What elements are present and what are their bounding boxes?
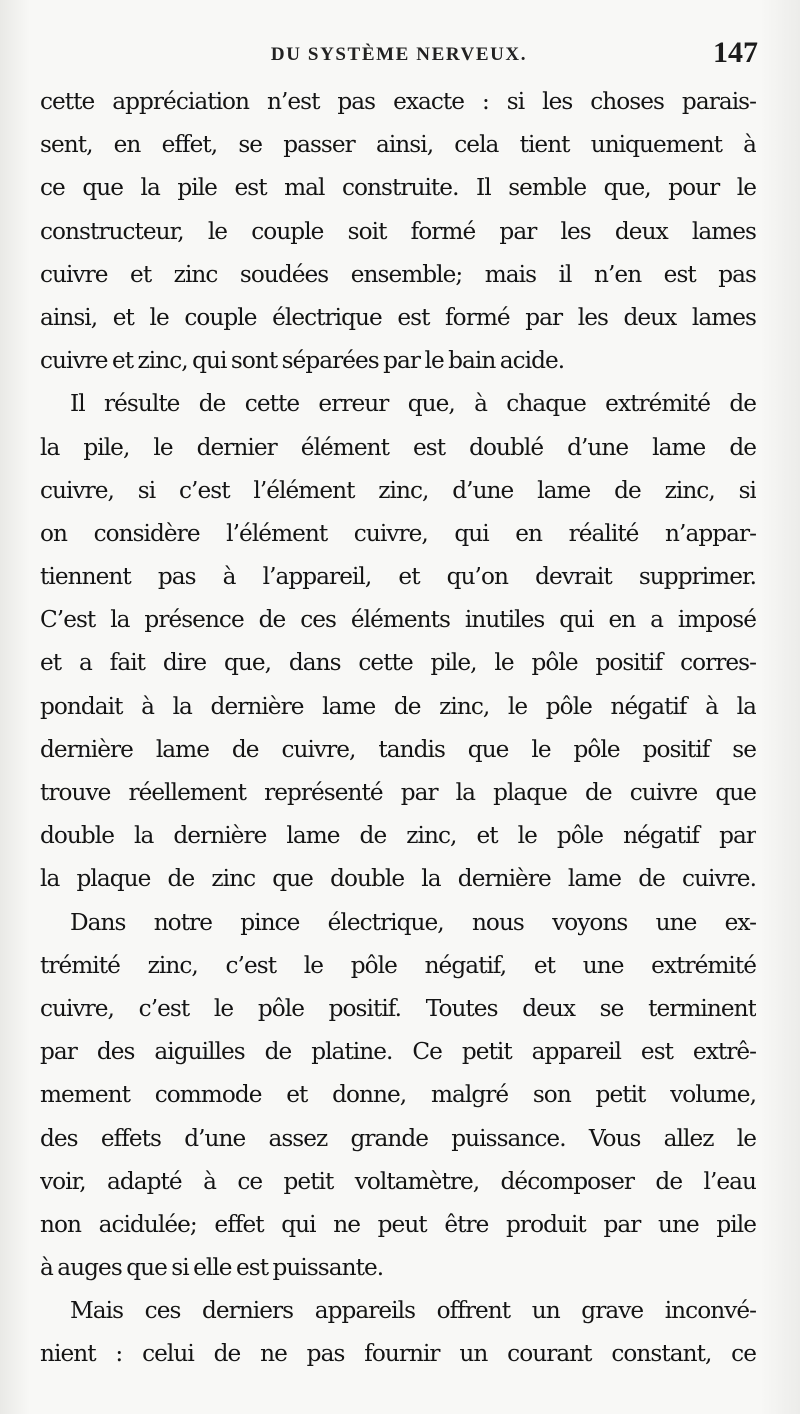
- text-line: double la dernière lame de zinc, et le pôle négatif par: [40, 822, 756, 850]
- text-line: ainsi, et le couple électrique est formé par les deux lames: [40, 303, 756, 331]
- page-header: [40, 36, 758, 76]
- paragraph-start-line: Il résulte de cette erreur que, à chaque extrémité de: [70, 390, 756, 418]
- body-text: [40, 80, 756, 1376]
- text-line: mement commode et donne, malgré son petit volume,: [40, 1081, 756, 1109]
- text-line: par des aiguilles de platine. Ce petit appareil est extrê-: [40, 1038, 756, 1066]
- text-line: et a fait dire que, dans cette pile, le pôle positif corres-: [40, 649, 756, 677]
- paragraph-end-line: cuivre et zinc, qui sont séparées par le bain acide.: [40, 347, 565, 375]
- text-line: tiennent pas à l’appareil, et qu’on devrait supprimer.: [40, 563, 756, 591]
- text-line: cette appréciation n’est pas exacte : si les choses parais-: [40, 88, 756, 115]
- text-line: des effets d’une assez grande puissance. Vous allez le: [40, 1124, 756, 1152]
- text-line: nient : celui de ne pas fournir un courant constant, ce: [40, 1340, 756, 1368]
- text-line: dernière lame de cuivre, tandis que le pôle positif se: [40, 735, 756, 763]
- text-line: non acidulée; effet qui ne peut être produit par une pile: [40, 1210, 756, 1238]
- text-line: cuivre, si c’est l’élément zinc, d’une lame de zinc, si: [40, 476, 756, 504]
- text-line: sent, en effet, se passer ainsi, cela tient uniquement à: [40, 131, 756, 159]
- text-line: C’est la présence de ces éléments inutiles qui en a imposé: [40, 606, 756, 634]
- text-line: trouve réellement représenté par la plaque de cuivre que: [40, 779, 756, 806]
- text-line: la pile, le dernier élément est doublé d’une lame de: [40, 433, 756, 461]
- text-line: on considère l’élément cuivre, qui en réalité n’appar-: [40, 519, 756, 547]
- text-line: voir, adapté à ce petit voltamètre, décomposer de l’eau: [40, 1167, 756, 1195]
- text-line: la plaque de zinc que double la dernière lame de cuivre.: [40, 865, 756, 893]
- running-head: DU SYSTÈME NERVEUX.: [270, 44, 528, 65]
- text-line: cuivre, c’est le pôle positif. Toutes deux se terminent: [40, 994, 756, 1022]
- text-line: constructeur, le couple soit formé par les deux lames: [40, 217, 756, 245]
- paragraph-start-line: Dans notre pince électrique, nous voyons une ex-: [70, 908, 756, 936]
- text-line: pondait à la dernière lame de zinc, le pôle négatif à la: [40, 692, 756, 720]
- text-line: cuivre et zinc soudées ensemble; mais il n’en est pas: [40, 260, 756, 288]
- page-number: 147: [713, 36, 758, 69]
- text-line: ce que la pile est mal construite. Il semble que, pour le: [40, 174, 756, 202]
- paragraph-start-line: Mais ces derniers appareils offrent un grave inconvé-: [70, 1297, 756, 1325]
- paragraph-end-line: à auges que si elle est puissante.: [40, 1254, 384, 1282]
- text-line: trémité zinc, c’est le pôle négatif, et une extrémité: [40, 951, 756, 979]
